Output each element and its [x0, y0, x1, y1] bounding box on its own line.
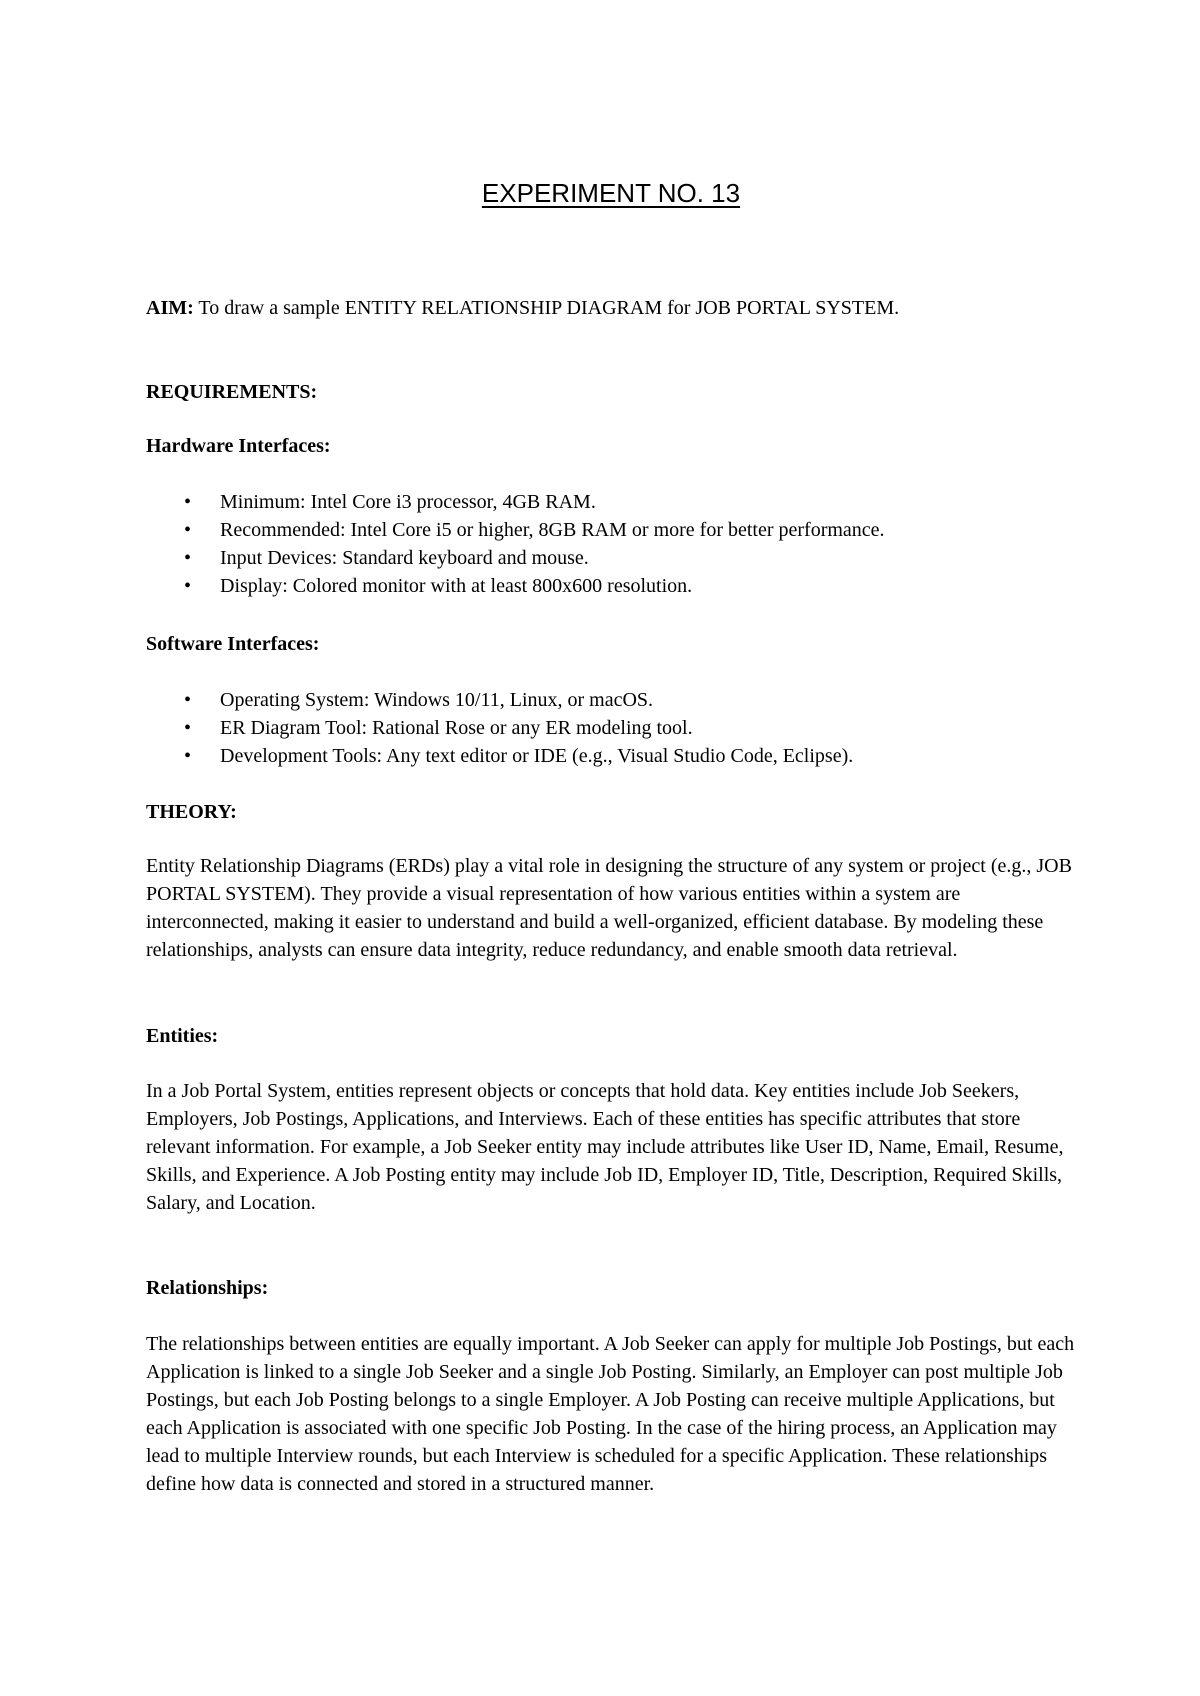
theory-heading: THEORY: — [146, 801, 237, 823]
list-item-text: Development Tools: Any text editor or IDE (e.g., Visual Studio Code, Eclipse). — [220, 745, 854, 767]
bullet-icon: • — [184, 575, 192, 597]
list-item — [146, 572, 1076, 600]
entities-heading: Entities: — [146, 1025, 219, 1047]
list-item — [146, 714, 1076, 742]
list-item-text: Recommended: Intel Core i5 or higher, 8GB RAM or more for better performance. — [220, 519, 885, 541]
bullet-icon: • — [184, 717, 192, 739]
relationships-paragraph: The relationships between entities are equally important. A Job Seeker can apply for multiple Job Postings, but each Application is linked to a single Job Seeker and a single Job Posting. Similarly, an Employer can post multiple Job Postings, but each Job Posting belongs to a single Employer. A Job Posting can receive multiple Applications, but each Application is associated with one specific Job Posting. In the case of the hiring process, an Application may lead to multiple Interview rounds, but each Interview is scheduled for a specific Application. These relationships define how data is connected and stored in a structured manner. — [146, 1333, 1075, 1495]
list-item-text: Operating System: Windows 10/11, Linux, or macOS. — [220, 689, 654, 711]
software-list — [146, 686, 1076, 770]
aim-label: AIM: — [146, 297, 194, 319]
list-item-text: Input Devices: Standard keyboard and mouse. — [220, 547, 589, 569]
relationships-heading: Relationships: — [146, 1277, 269, 1299]
hardware-list — [146, 488, 1076, 600]
bullet-icon: • — [184, 519, 192, 541]
bullet-icon: • — [184, 547, 192, 569]
aim-paragraph — [146, 294, 1076, 322]
list-item-text: Minimum: Intel Core i3 processor, 4GB RAM. — [220, 491, 596, 513]
hardware-heading: Hardware Interfaces: — [146, 435, 331, 457]
list-item — [146, 742, 1076, 770]
aim-text: To draw a sample ENTITY RELATIONSHIP DIAGRAM for JOB PORTAL SYSTEM. — [193, 297, 900, 319]
bullet-icon: • — [184, 689, 192, 711]
list-item-text: ER Diagram Tool: Rational Rose or any ER modeling tool. — [220, 717, 693, 739]
list-item — [146, 544, 1076, 572]
page-title: EXPERIMENT NO. 13 — [481, 178, 741, 208]
list-item-text: Display: Colored monitor with at least 800x600 resolution. — [220, 575, 693, 597]
bullet-icon: • — [184, 491, 192, 513]
requirements-heading: REQUIREMENTS: — [146, 381, 318, 403]
theory-paragraph: Entity Relationship Diagrams (ERDs) play a vital role in designing the structure of any system or project (e.g., JOB PORTAL SYSTEM). They provide a visual representation of how various entities within a system are interconnected, making it easier to understand and build a well-organized, efficient database. By modeling these relationships, analysts can ensure data integrity, reduce redundancy, and enable smooth data retrieval. — [146, 855, 1072, 961]
bullet-icon: • — [184, 745, 192, 767]
list-item — [146, 488, 1076, 516]
list-item — [146, 516, 1076, 544]
entities-paragraph: In a Job Portal System, entities represent objects or concepts that hold data. Key entities include Job Seekers, Employers, Job Postings, Applications, and Interviews. Each of these entities has specific attributes that store relevant information. For example, a Job Seeker entity may include attributes like User ID, Name, Email, Resume, Skills, and Experience. A Job Posting entity may include Job ID, Employer ID, Title, Description, Required Skills, Salary, and Location. — [146, 1080, 1064, 1214]
list-item — [146, 686, 1076, 714]
software-heading: Software Interfaces: — [146, 633, 320, 655]
